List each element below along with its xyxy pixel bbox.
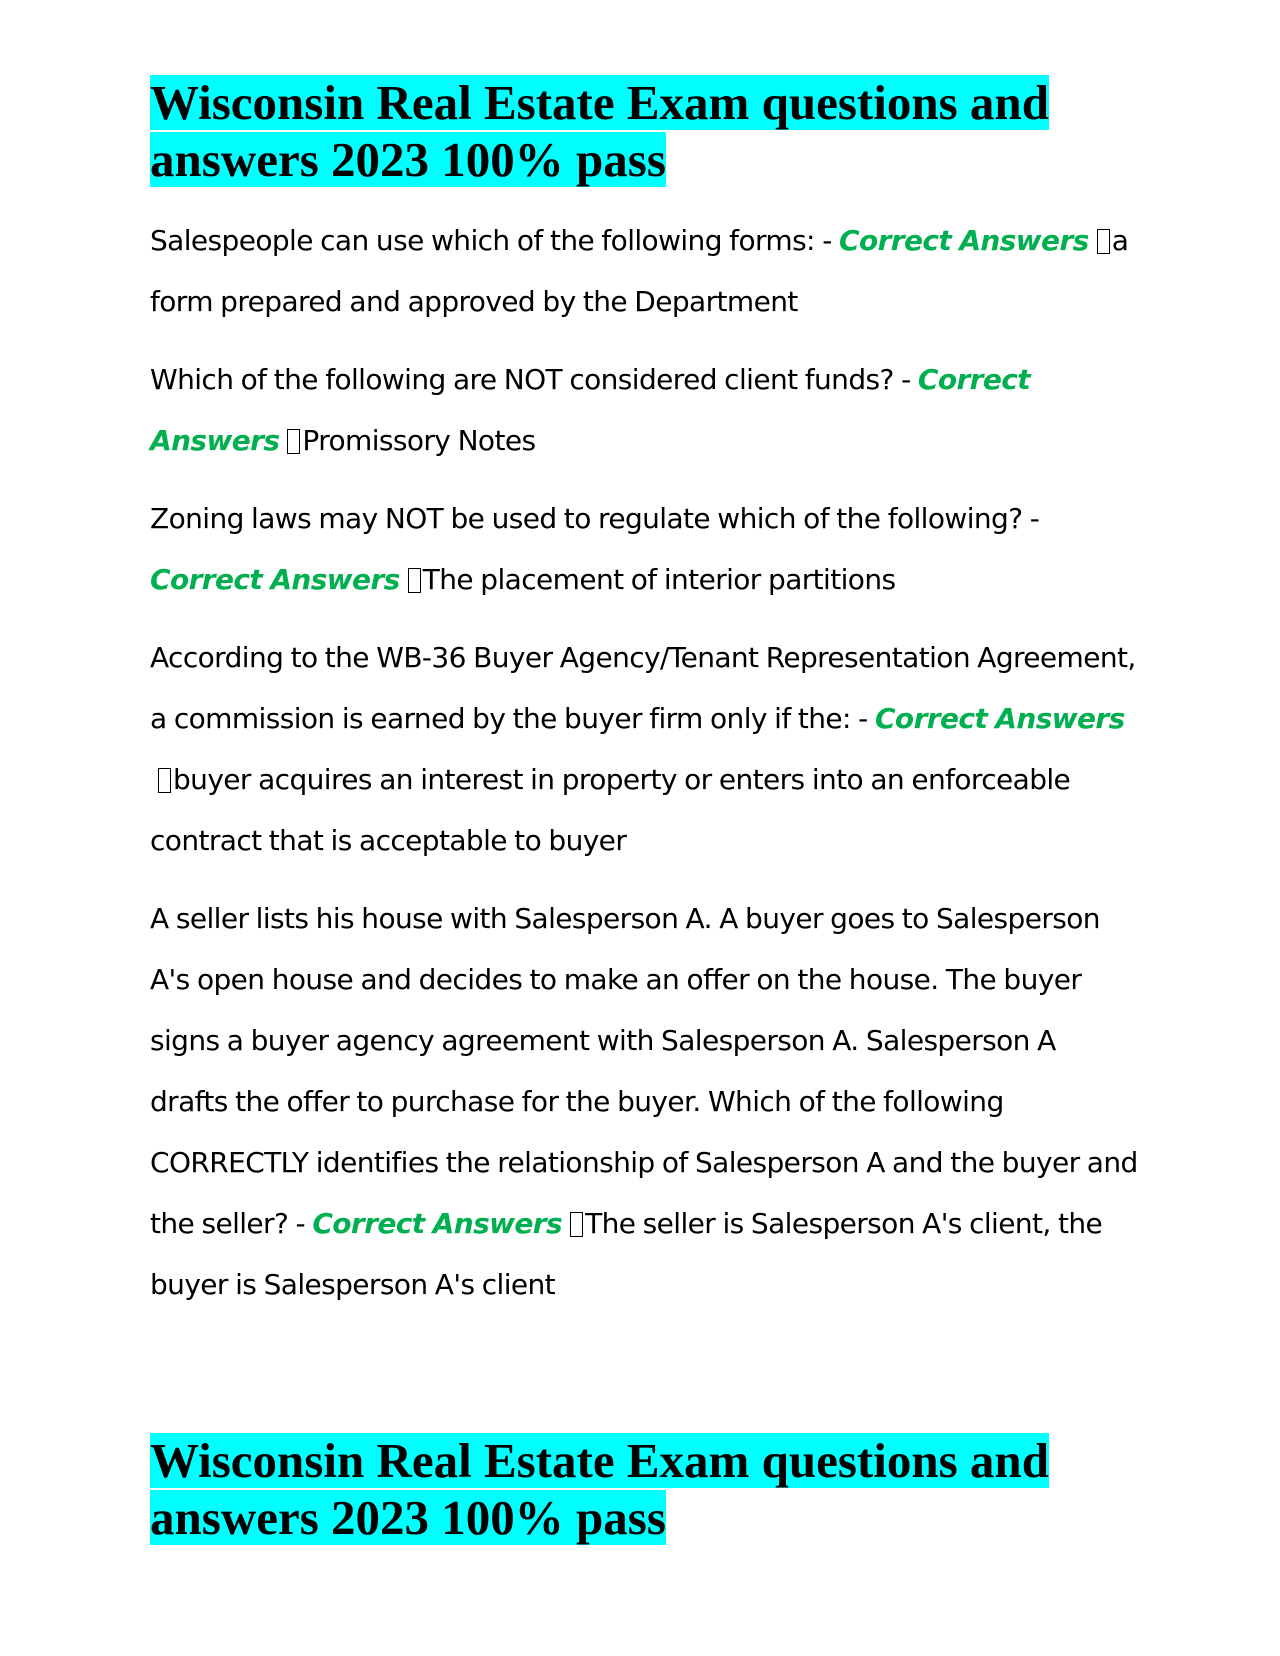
correct-answers-label: Correct Answers <box>839 224 1089 257</box>
separator: - <box>893 363 918 396</box>
qa-item <box>150 488 1140 610</box>
document-title <box>150 74 1140 188</box>
missing-glyph-box-icon <box>408 568 421 593</box>
question-text: A seller lists his house with Salesperson A. A buyer goes to Salesperson A's open house and decides to make an offer on the house. The buyer signs a buyer agency agreement with Salesperson A. Salesperson A drafts the offer to purchase for the buyer. Which of the following CORRECTLY identifies the relationship of Salesperson A and the buyer and the seller? <box>150 902 1138 1240</box>
question-text: According to the WB-36 Buyer Agency/Tenant Representation Agreement, a commission is earned by the buyer firm only if the: <box>150 641 1136 735</box>
question-text: Which of the following are NOT considered client funds? <box>150 363 894 396</box>
qa-item <box>150 210 1140 332</box>
missing-glyph-box-icon <box>287 429 300 454</box>
separator: - <box>850 702 875 735</box>
missing-glyph-box-icon <box>570 1212 583 1237</box>
answer-text: a form prepared and approved by the Department <box>150 224 1129 318</box>
answer-text: Promissory Notes <box>302 424 536 457</box>
correct-answers-label: Correct Answers <box>150 563 400 596</box>
qa-item <box>150 627 1140 871</box>
missing-glyph-box-icon <box>1097 229 1110 254</box>
correct-answers-label: Correct Answers <box>312 1207 563 1240</box>
question-text: Salespeople can use which of the following forms: <box>150 224 815 257</box>
qa-item <box>150 888 1140 1315</box>
document-title-text: Wisconsin Real Estate Exam questions and answers 2023 100% pass <box>150 75 1049 187</box>
answer-text: buyer acquires an interest in property or enters into an enforceable contract that is acceptable to buyer <box>150 763 1071 857</box>
footer-title-text: Wisconsin Real Estate Exam questions and answers 2023 100% pass <box>150 1433 1049 1545</box>
answer-text: The placement of interior partitions <box>422 563 896 596</box>
correct-answers-label: Correct Answers <box>150 363 1031 457</box>
footer-title <box>150 1432 1140 1546</box>
separator: - <box>288 1207 313 1240</box>
answer-text: The seller is Salesperson A's client, the buyer is Salesperson A's client <box>150 1207 1103 1301</box>
footer-title-block <box>150 1432 1140 1546</box>
missing-glyph-box-icon <box>158 768 171 793</box>
question-text: Zoning laws may NOT be used to regulate which of the following? <box>150 502 1023 535</box>
qa-item <box>150 349 1140 471</box>
qa-list <box>150 210 1140 1315</box>
separator: - <box>814 224 839 257</box>
correct-answers-label: Correct Answers <box>874 702 1125 735</box>
document-page <box>150 74 1140 1332</box>
separator: - <box>1022 502 1040 535</box>
